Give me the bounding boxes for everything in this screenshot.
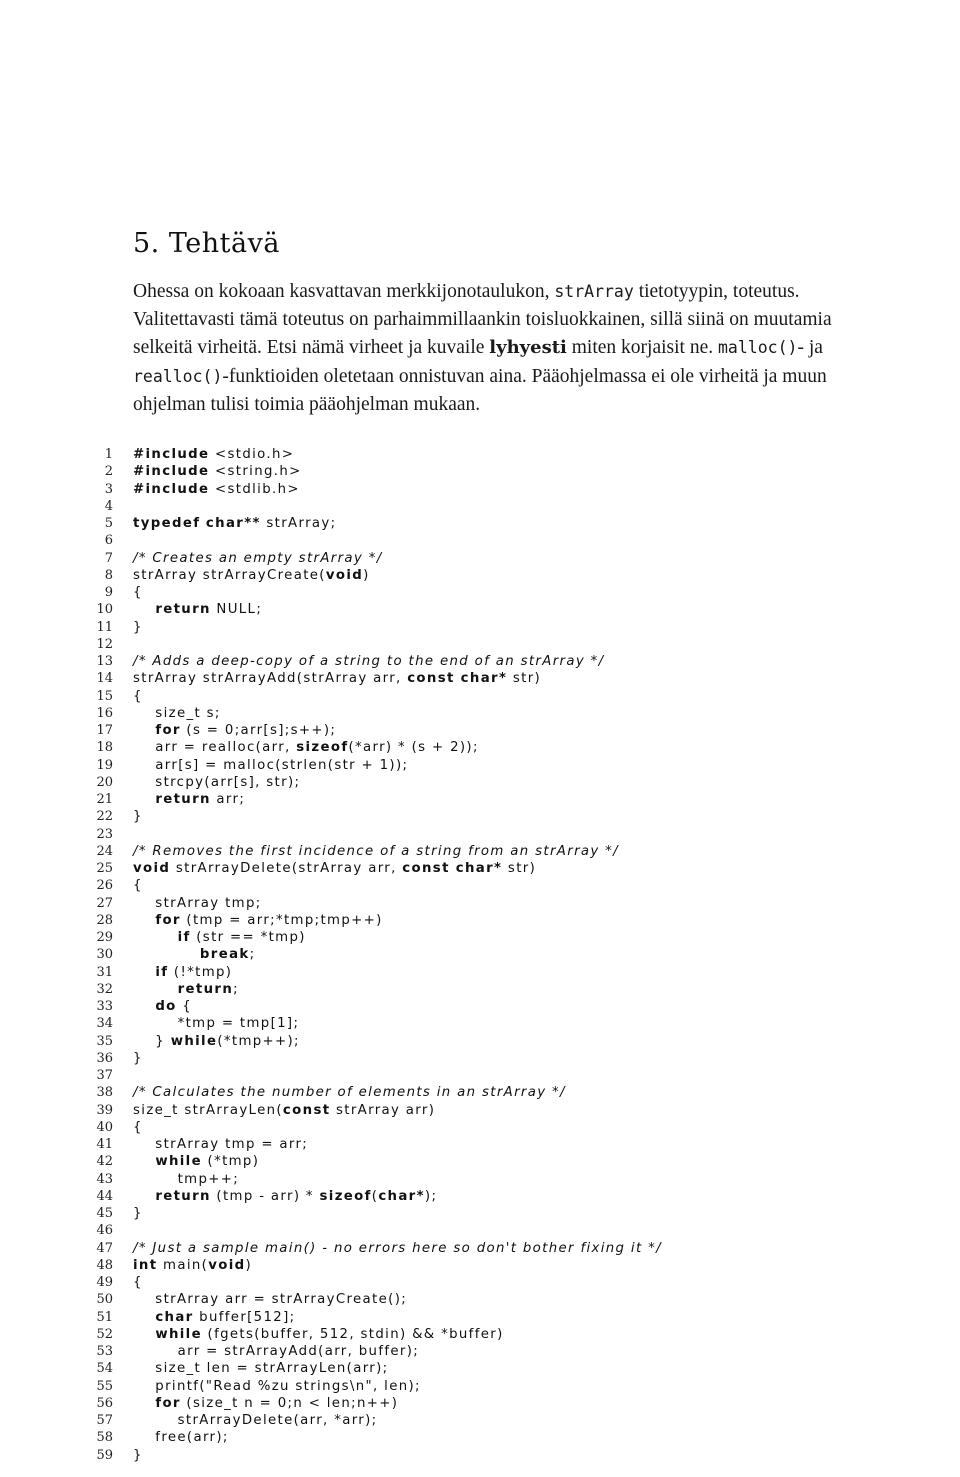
- code-line: [0, 1205, 960, 1223]
- code-keyword: do: [155, 999, 177, 1014]
- code-text: [133, 463, 302, 481]
- code-keyword: return: [155, 792, 211, 807]
- code-text: [133, 1360, 388, 1378]
- code-keyword: int: [133, 1257, 158, 1273]
- code-keyword: if: [177, 930, 191, 945]
- line-number: 28: [96, 912, 113, 928]
- code-keyword: void: [325, 567, 364, 583]
- line-number: 43: [96, 1171, 113, 1187]
- code-text: [133, 774, 300, 792]
- code-token: printf("Read %zu strings\n", len);: [133, 1378, 421, 1394]
- code-line: [0, 826, 960, 844]
- code-comment: /* Removes the first incidence of a string from an strArray */: [133, 843, 620, 859]
- code-line: [0, 670, 960, 688]
- code-keyword: char**: [205, 516, 261, 531]
- code-comment: /* Creates an empty strArray */: [133, 550, 383, 566]
- code-text: [133, 653, 604, 671]
- code-line: [0, 1136, 960, 1154]
- line-number: 25: [96, 861, 113, 876]
- exercise-description: [133, 278, 853, 419]
- line-number: 18: [96, 740, 113, 756]
- code-text: [133, 1429, 229, 1447]
- code-token: main(: [157, 1257, 209, 1273]
- code-token: strcpy(arr[s], str);: [133, 774, 301, 790]
- code-text: [133, 619, 143, 637]
- code-line: [0, 1291, 960, 1309]
- code-token: <stdio.h>: [209, 447, 295, 462]
- code-token: (*arr) * (s + 2));: [348, 740, 479, 756]
- code-keyword: while: [155, 1154, 202, 1170]
- line-number: 17: [96, 723, 113, 738]
- code-keyword: const char*: [402, 861, 503, 876]
- code-text: [133, 1343, 419, 1361]
- line-number: 8: [104, 567, 113, 583]
- code-token: str): [507, 671, 542, 687]
- code-text: [133, 515, 336, 533]
- code-line: [0, 964, 960, 982]
- code-line: [0, 446, 960, 464]
- line-number: 58: [96, 1430, 113, 1446]
- code-token: (fgets(buffer, 512, stdin) && *buffer): [201, 1326, 504, 1342]
- intro-text-2: tietotyypin, toteutus. Valitettavasti tämä toteutus on parhaimmillaankin toisluokkainen, sillä siinä on muutamia selkeitä virheitä. Etsi nämä virheet ja kuvaile: [133, 281, 832, 359]
- line-number: 4: [104, 498, 113, 514]
- code-token: NULL;: [210, 602, 263, 618]
- code-text: [133, 1274, 143, 1292]
- code-token: arr = realloc(arr,: [133, 740, 297, 756]
- line-number: 37: [96, 1068, 113, 1083]
- line-number: 50: [96, 1292, 113, 1308]
- line-number: 38: [96, 1085, 113, 1101]
- intro-text-3: miten korjaisit ne.: [566, 337, 718, 359]
- code-token: }: [133, 1050, 143, 1066]
- code-line: [0, 1015, 960, 1033]
- code-token: strArray strArrayAdd(strArray arr,: [133, 671, 408, 687]
- line-number: 15: [96, 688, 113, 704]
- code-text: [133, 843, 619, 861]
- code-line: [0, 1153, 960, 1171]
- code-line: [0, 550, 960, 568]
- line-number: 30: [96, 947, 113, 963]
- code-line: [0, 877, 960, 895]
- line-number: 52: [96, 1326, 113, 1342]
- code-text: [133, 1102, 435, 1120]
- code-text: [133, 446, 294, 464]
- code-token: [133, 602, 155, 617]
- code-token: arr;: [210, 792, 246, 807]
- code-line: [0, 895, 960, 913]
- line-number: 35: [96, 1033, 113, 1049]
- line-number: 49: [96, 1275, 113, 1290]
- code-keyword: return: [155, 1188, 211, 1204]
- code-text: [133, 877, 143, 895]
- line-number: 10: [96, 602, 113, 618]
- code-line: [0, 1360, 960, 1378]
- exercise-title: 5. Tehtävä: [133, 228, 280, 259]
- code-token: );: [424, 1188, 438, 1204]
- code-keyword: while: [170, 1033, 218, 1049]
- code-line: [0, 1274, 960, 1292]
- line-number: 1: [104, 447, 113, 462]
- line-number: 27: [96, 895, 113, 911]
- code-token: }: [133, 619, 143, 635]
- code-keyword: const: [282, 1102, 331, 1118]
- code-token: free(arr);: [133, 1430, 229, 1446]
- line-number: 5: [104, 516, 113, 531]
- line-number: 32: [96, 981, 113, 997]
- line-number: 29: [96, 930, 113, 945]
- code-token: [133, 1310, 155, 1325]
- code-token: (size_t n = 0;n < len;n++): [180, 1395, 399, 1411]
- code-line: [0, 688, 960, 706]
- code-token: (tmp - arr) *: [210, 1188, 320, 1204]
- line-number: 19: [96, 757, 113, 773]
- code-token: [133, 723, 155, 738]
- code-token: (s = 0;arr[s];s++);: [180, 723, 337, 738]
- code-token: tmp++;: [133, 1171, 240, 1187]
- code-keyword: char*: [378, 1188, 425, 1204]
- line-number: 51: [96, 1309, 113, 1325]
- line-number: 26: [96, 878, 113, 894]
- code-keyword: const char*: [407, 671, 508, 687]
- code-text: [133, 688, 143, 706]
- code-token: }: [133, 1206, 143, 1221]
- code-text: [133, 601, 262, 619]
- code-keyword: for: [155, 912, 181, 928]
- code-line: [0, 1084, 960, 1102]
- intro-text-5: -funktioiden oletetaan onnistuvan aina. Pääohjelmassa ei ole virheitä ja muun ohjelman tulisi toimia pääohjelman mukaan.: [133, 365, 827, 415]
- code-token: {: [133, 1275, 143, 1290]
- code-keyword: sizeof: [296, 740, 349, 756]
- intro-code-strarray: strArray: [554, 282, 634, 301]
- code-token: ;: [233, 981, 239, 997]
- code-text: [133, 481, 300, 499]
- code-text: [133, 860, 536, 878]
- code-keyword: break: [199, 947, 250, 963]
- line-number: 31: [96, 964, 113, 980]
- code-token: str): [502, 861, 537, 876]
- code-line: [0, 998, 960, 1016]
- code-line: [0, 1171, 960, 1189]
- code-text: [133, 1378, 421, 1396]
- code-line: [0, 1343, 960, 1361]
- code-line: [0, 653, 960, 671]
- code-text: [133, 912, 383, 930]
- code-token: {: [133, 1119, 143, 1135]
- code-line: [0, 567, 960, 585]
- code-token: (: [371, 1188, 379, 1204]
- line-number: 44: [96, 1188, 113, 1204]
- code-token: arr[s] = malloc(strlen(str + 1));: [133, 757, 409, 773]
- code-keyword: return: [177, 981, 234, 997]
- code-line: [0, 1447, 960, 1465]
- code-token: size_t len = strArrayLen(arr);: [133, 1361, 389, 1377]
- code-text: [133, 1050, 143, 1068]
- code-line: [0, 1257, 960, 1275]
- code-text: [133, 1015, 299, 1033]
- code-line: [0, 1067, 960, 1085]
- code-line: [0, 1188, 960, 1206]
- code-text: [133, 550, 383, 568]
- code-token: {: [133, 585, 143, 600]
- code-line: [0, 860, 960, 878]
- line-number: 9: [104, 585, 113, 600]
- code-text: [133, 1240, 662, 1258]
- code-keyword: void: [208, 1257, 246, 1273]
- code-text: [133, 791, 245, 809]
- code-keyword: while: [155, 1326, 202, 1342]
- line-number: 12: [96, 636, 113, 652]
- line-number: 23: [96, 826, 113, 842]
- code-token: strArray strArrayCreate(: [133, 567, 326, 583]
- code-token: strArrayDelete(strArray arr,: [170, 861, 403, 876]
- code-token: }: [133, 809, 143, 825]
- code-token: strArray;: [260, 516, 337, 531]
- line-number: 54: [96, 1361, 113, 1377]
- line-number: 41: [96, 1137, 113, 1152]
- line-number: 13: [96, 654, 113, 669]
- code-line: [0, 946, 960, 964]
- code-line: [0, 515, 960, 533]
- code-token: {: [176, 999, 193, 1014]
- code-token: arr = strArrayAdd(arr, buffer);: [133, 1344, 420, 1359]
- line-number: 16: [96, 705, 113, 721]
- code-token: [133, 982, 178, 997]
- code-token: strArray tmp = arr;: [133, 1137, 309, 1152]
- code-line: [0, 774, 960, 792]
- code-text: [133, 1412, 377, 1430]
- code-comment: /* Calculates the number of elements in an strArray */: [133, 1085, 566, 1101]
- code-line: [0, 601, 960, 619]
- code-line: [0, 1429, 960, 1447]
- code-keyword: #include: [133, 464, 210, 480]
- code-text: [133, 1084, 566, 1102]
- code-token: <stdlib.h>: [209, 481, 300, 497]
- line-number: 3: [104, 481, 113, 497]
- code-line: [0, 1119, 960, 1137]
- code-text: [133, 1119, 143, 1137]
- code-token: buffer[512];: [193, 1309, 296, 1325]
- code-text: [133, 757, 408, 775]
- code-text: [133, 1205, 143, 1223]
- line-number: 22: [96, 809, 113, 825]
- code-line: [0, 843, 960, 861]
- code-text: [133, 670, 541, 688]
- code-token: size_t strArrayLen(: [133, 1102, 283, 1118]
- line-number: 7: [104, 550, 113, 566]
- code-line: [0, 481, 960, 499]
- code-keyword: char: [155, 1309, 194, 1325]
- code-line: [0, 1378, 960, 1396]
- code-text: [133, 705, 221, 723]
- code-line: [0, 981, 960, 999]
- code-text: [133, 1136, 308, 1154]
- code-line: [0, 757, 960, 775]
- code-line: [0, 1412, 960, 1430]
- line-number: 57: [96, 1413, 113, 1428]
- line-number: 42: [96, 1154, 113, 1170]
- code-line: [0, 739, 960, 757]
- code-text: [133, 1257, 252, 1275]
- code-token: ;: [249, 947, 256, 963]
- line-number: 53: [96, 1344, 113, 1359]
- code-text: [133, 1033, 300, 1051]
- code-line: [0, 498, 960, 516]
- code-token: (tmp = arr;*tmp;tmp++): [180, 912, 383, 928]
- code-text: [133, 946, 255, 964]
- code-token: [133, 947, 200, 962]
- code-keyword: for: [155, 1395, 181, 1411]
- intro-bold-lyhyesti: lyhyesti: [489, 337, 567, 359]
- code-token: }: [133, 1033, 171, 1049]
- code-line: [0, 1102, 960, 1120]
- code-text: [133, 1188, 437, 1206]
- code-text: [133, 929, 306, 947]
- line-number: 56: [96, 1395, 113, 1411]
- code-token: [133, 1327, 155, 1342]
- intro-text-4: - ja: [797, 337, 823, 359]
- code-token: strArray tmp;: [133, 895, 262, 911]
- code-line: [0, 584, 960, 602]
- code-line: [0, 1240, 960, 1258]
- code-line: [0, 705, 960, 723]
- code-token: ): [363, 567, 370, 583]
- line-number: 21: [96, 792, 113, 807]
- code-text: [133, 981, 239, 999]
- code-line: [0, 929, 960, 947]
- code-line: [0, 1309, 960, 1327]
- code-token: (str == *tmp): [190, 930, 306, 945]
- code-token: *tmp = tmp[1];: [133, 1016, 300, 1032]
- code-token: [133, 1189, 155, 1204]
- code-text: [133, 1291, 407, 1309]
- code-token: [133, 1396, 155, 1411]
- line-number: 11: [96, 619, 113, 635]
- code-keyword: return: [155, 602, 211, 618]
- code-token: strArray arr = strArrayCreate();: [133, 1292, 408, 1308]
- code-keyword: void: [133, 861, 171, 876]
- code-line: [0, 1033, 960, 1051]
- line-number: 45: [96, 1206, 113, 1221]
- code-text: [133, 1309, 295, 1327]
- code-text: [133, 584, 143, 602]
- code-text: [133, 1447, 143, 1465]
- code-line: [0, 463, 960, 481]
- line-number: 2: [104, 464, 113, 480]
- line-number: 36: [96, 1050, 113, 1066]
- code-text: [133, 1326, 504, 1344]
- code-token: strArrayDelete(arr, *arr);: [133, 1413, 378, 1428]
- code-line: [0, 722, 960, 740]
- code-keyword: typedef: [133, 516, 201, 531]
- code-comment: /* Adds a deep-copy of a string to the end of an strArray */: [133, 654, 605, 669]
- line-number: 34: [96, 1016, 113, 1032]
- code-token: strArray arr): [330, 1102, 436, 1118]
- code-text: [133, 1395, 398, 1413]
- code-token: <string.h>: [209, 464, 302, 480]
- code-line: [0, 619, 960, 637]
- code-text: [133, 808, 143, 826]
- intro-code-malloc: malloc(): [718, 338, 798, 358]
- code-keyword: #include: [133, 481, 210, 497]
- code-text: [133, 964, 232, 982]
- intro-code-realloc: realloc(): [133, 366, 223, 386]
- code-text: [133, 1171, 239, 1189]
- code-line: [0, 1326, 960, 1344]
- code-line: [0, 1222, 960, 1240]
- line-number: 33: [96, 999, 113, 1014]
- line-number: 6: [104, 533, 113, 549]
- code-keyword: sizeof: [319, 1188, 372, 1204]
- code-token: {: [133, 688, 143, 704]
- code-token: [133, 999, 155, 1014]
- code-text: [133, 722, 336, 740]
- code-token: {: [133, 878, 143, 894]
- code-text: [133, 895, 262, 913]
- code-text: [133, 998, 192, 1016]
- code-token: [133, 965, 155, 980]
- code-line: [0, 791, 960, 809]
- line-number: 59: [96, 1447, 113, 1463]
- line-number: 20: [96, 774, 113, 790]
- code-keyword: if: [155, 964, 169, 980]
- code-token: }: [133, 1447, 143, 1463]
- code-token: [133, 792, 155, 807]
- code-line: [0, 636, 960, 654]
- code-keyword: #include: [133, 447, 210, 462]
- line-number: 55: [96, 1378, 113, 1394]
- code-line: [0, 912, 960, 930]
- line-number: 47: [96, 1240, 113, 1256]
- line-number: 14: [96, 671, 113, 687]
- code-line: [0, 1395, 960, 1413]
- line-number: 39: [96, 1102, 113, 1118]
- line-number: 48: [96, 1257, 113, 1273]
- code-keyword: for: [155, 723, 181, 738]
- line-number: 24: [96, 843, 113, 859]
- code-line: [0, 808, 960, 826]
- intro-text-1: Ohessa on kokoaan kasvattavan merkkijonotaulukon,: [133, 281, 555, 302]
- code-token: [133, 930, 178, 945]
- code-line: [0, 532, 960, 550]
- code-token: (*tmp): [201, 1154, 260, 1170]
- code-token: [133, 913, 155, 928]
- code-text: [133, 1153, 259, 1171]
- code-token: (*tmp++);: [217, 1033, 300, 1049]
- code-comment: /* Just a sample main() - no errors here so don't bother fixing it */: [133, 1240, 662, 1256]
- code-token: size_t s;: [133, 705, 221, 721]
- line-number: 40: [96, 1119, 113, 1135]
- code-text: [133, 567, 370, 585]
- code-token: (!*tmp): [168, 964, 233, 980]
- code-token: [133, 1154, 155, 1169]
- code-line: [0, 1050, 960, 1068]
- code-token: ): [245, 1257, 253, 1273]
- code-text: [133, 739, 479, 757]
- line-number: 46: [96, 1223, 113, 1239]
